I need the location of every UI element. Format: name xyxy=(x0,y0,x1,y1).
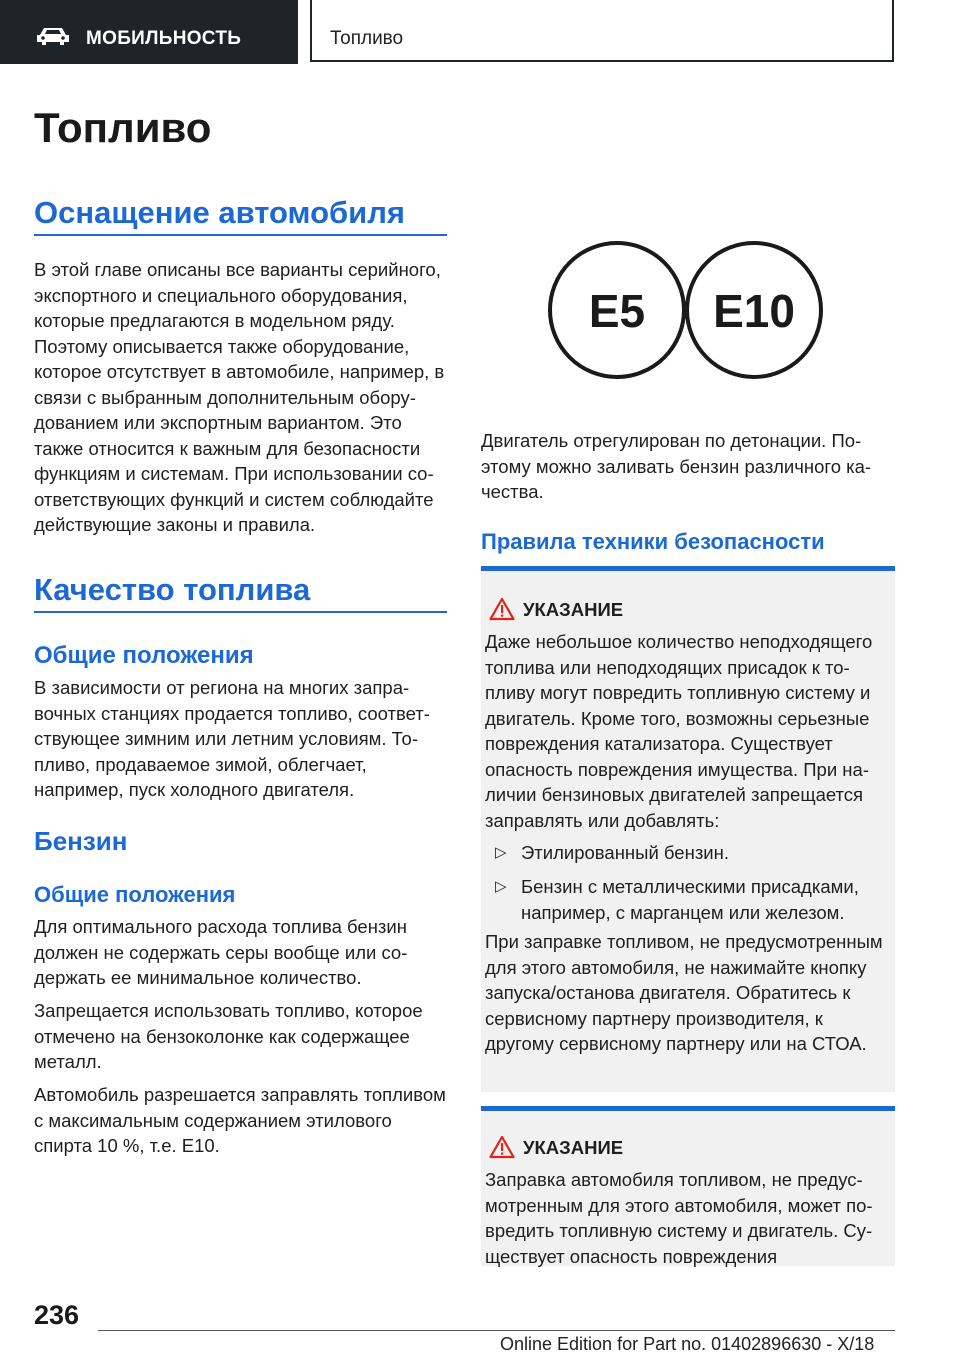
bullet-marker: ▷ xyxy=(495,844,507,861)
heading-fuel-quality: Качество топлива xyxy=(34,572,311,607)
header-breadcrumb-box xyxy=(310,0,894,62)
breadcrumb: Топливо xyxy=(330,28,404,49)
heading-petrol: Бензин xyxy=(34,826,128,856)
paragraph-petrol-sulfur: Для оптимального расхода топлива бензин должен не содержать серы вообще или содержать ее минимальное количество. xyxy=(34,916,408,988)
fuel-grade-badges xyxy=(546,236,836,386)
paragraph-engine: Двигатель отрегулирован по детонации. Поэтому можно заливать бензин различного качества. xyxy=(481,430,872,502)
warning-title: УКАЗАНИЕ xyxy=(523,599,624,620)
heading-rule xyxy=(34,611,447,613)
bullet-marker: ▷ xyxy=(495,878,507,895)
warning-box xyxy=(481,566,895,1092)
paragraph-general: В зависимости от региона на многих заправочных станциях продается топливо, соответствующее зимним или летним условиям. Топливо, продаваемое зимой, облегчает, например, пуск холодного двигателя. xyxy=(34,677,430,800)
warning-triangle-icon xyxy=(489,597,515,621)
badge-e10-label: E10 xyxy=(713,285,795,337)
footer-rule xyxy=(98,1330,895,1331)
car-icon xyxy=(36,26,70,46)
warning-triangle-icon xyxy=(489,1135,515,1159)
warning-text: Даже небольшое количество неподходящего топлива или неподходящих присадок к топливу могут повредить топливную систему и двигатель. Кроме того, возможны серьезные повреждения катализатора. Существует опасность повреждения имущества. При наличии бензиновых двигателей запрещается заправлять или добавлять: xyxy=(485,631,873,831)
warning-text: Заправка автомобиля топливом, не предусмотренным для этого автомобиля, может повредить топливную систему и двигатель. Существует опасность повреждения xyxy=(485,1169,873,1267)
paragraph-petrol-ethanol: Автомобиль разрешается заправлять топливом с максимальным содержанием этилового спирта 10 %, т.е. E10. xyxy=(34,1084,446,1156)
header-section-label: МОБИЛЬНОСТЬ xyxy=(86,28,242,49)
paragraph-petrol-metal: Запрещается использовать топливо, которое отмечено на бензоколонке как содержащее металл. xyxy=(34,1000,423,1072)
page-title: Топливо xyxy=(34,104,212,151)
heading-general: Общие положения xyxy=(34,642,254,669)
badge-e10 xyxy=(687,243,821,377)
heading-rule xyxy=(34,234,447,236)
warning-title: УКАЗАНИЕ xyxy=(523,1137,624,1158)
badge-e5-label: E5 xyxy=(588,285,646,337)
badge-e5 xyxy=(550,243,684,377)
edition-note: Online Edition for Part no. 01402896630 - X/18 xyxy=(500,1334,875,1354)
paragraph-equipment: В этой главе описаны все варианты серийного, экспортного и специального оборудования, которые предлагаются в модельном ряду. Поэтому описывается также оборудование, которое отсутствует в автомобиле, например, в связи с выбранным дополнительным оборудованием или экспортным вариантом. Это также относится к важным для безопасности функциям и системам. При использовании соответствующих функций и систем соблюдайте действующие законы и правила. xyxy=(34,259,445,535)
warning-text-followup: При заправке топливом, не предусмотренным для этого автомобиля, не нажимайте кнопку запуска/останова двигателя. Обратитесь к сервисному партнеру производителя, к другому сервисному партнеру или на СТОА. xyxy=(485,931,883,1054)
warning-box xyxy=(481,1106,895,1266)
bullet-item: Этилированный бензин. xyxy=(521,842,729,863)
bullet-item: Бензин с металлическими присадками, например, с марганцем или железом. xyxy=(521,876,859,923)
heading-safety: Правила техники безопасности xyxy=(481,529,825,554)
heading-equipment: Оснащение автомобиля xyxy=(34,195,405,230)
page-number: 236 xyxy=(34,1300,80,1330)
header-section-tab xyxy=(0,0,298,64)
heading-general-petrol: Общие положения xyxy=(34,882,236,907)
